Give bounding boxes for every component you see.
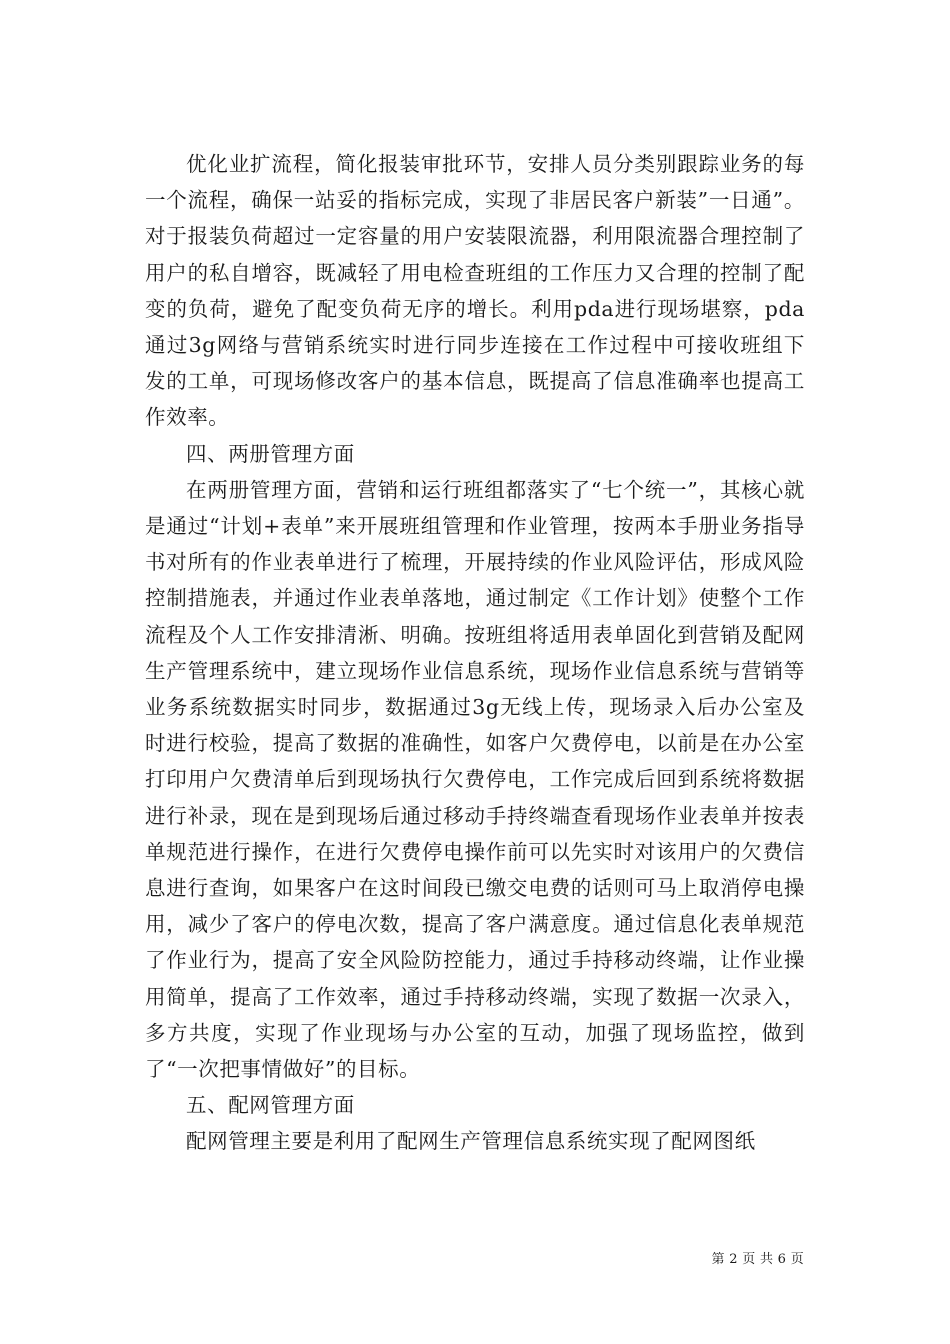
paragraph-two-manuals: 在两册管理方面，营销和运行班组都落实了“七个统一”，其核心就是通过“计划+表单”来开展班组管理和作业管理，按两本手册业务指导书对所有的作业表单进行了梳理，开展持续的作业风险评估，形成风险控制措施表，并通过作业表单落地，通过制定《工作计划》使整个工作流程及个人工作安排清淅、明确。按班组将适用表单固化到营销及配网生产管理系统中，建立现场作业信息系统，现场作业信息系统与营销等业务系统数据实时同步，数据通过3g无线上传，现场录入后办公室及时进行校验，提高了数据的准确性，如客户欠费停电，以前是在办公室打印用户欠费清单后到现场执行欠费停电，工作完成后回到系统将数据进行补录，现在是到现场后通过移动手持终端查看现场作业表单并按表单规范进行操作，在进行欠费停电操作前可以先实时对该用户的欠费信息进行查询，如果客户在这时间段已缴交电费的话则可马上取消停电操用，减少了客户的停电次数，提高了客户满意度。通过信息化表单规范了作业行为，提高了安全风险防控能力，通过手持移动终端，让作业操用简单，提高了工作效率，通过手持移动终端，实现了数据一次录入，多方共度，实现了作业现场与办公室的互动，加强了现场监控，做到了“一次把事情做好”的目标。 <box>145 477 805 1082</box>
section-heading-distribution-network: 五、配网管理方面 <box>186 1093 355 1118</box>
section-heading-two-manuals: 四、两册管理方面 <box>186 441 355 466</box>
paragraph-business-process: 优化业扩流程，简化报装审批环节，安排人员分类别跟踪业务的每一个流程，确保一站妥的指标完成，实现了非居民客户新装”一日通”。对于报装负荷超过一定容量的用户安装限流器，利用限流器合理控制了用户的私自增容，既减轻了用电检查班组的工作压力又合理的控制了配变的负荷，避免了配变负荷无序的增长。利用pda进行现场堪察，pda通过3g网络与营销系统实时进行同步连接在工作过程中可接收班组下发的工单，可现场修改客户的基本信息，既提高了信息准确率也提高工作效率。 <box>145 152 805 430</box>
document-body <box>145 146 805 1160</box>
paragraph-distribution-network: 配网管理主要是利用了配网生产管理信息系统实现了配网图纸 <box>186 1129 756 1154</box>
page-number: 第 2 页 共 6 页 <box>711 1252 804 1267</box>
